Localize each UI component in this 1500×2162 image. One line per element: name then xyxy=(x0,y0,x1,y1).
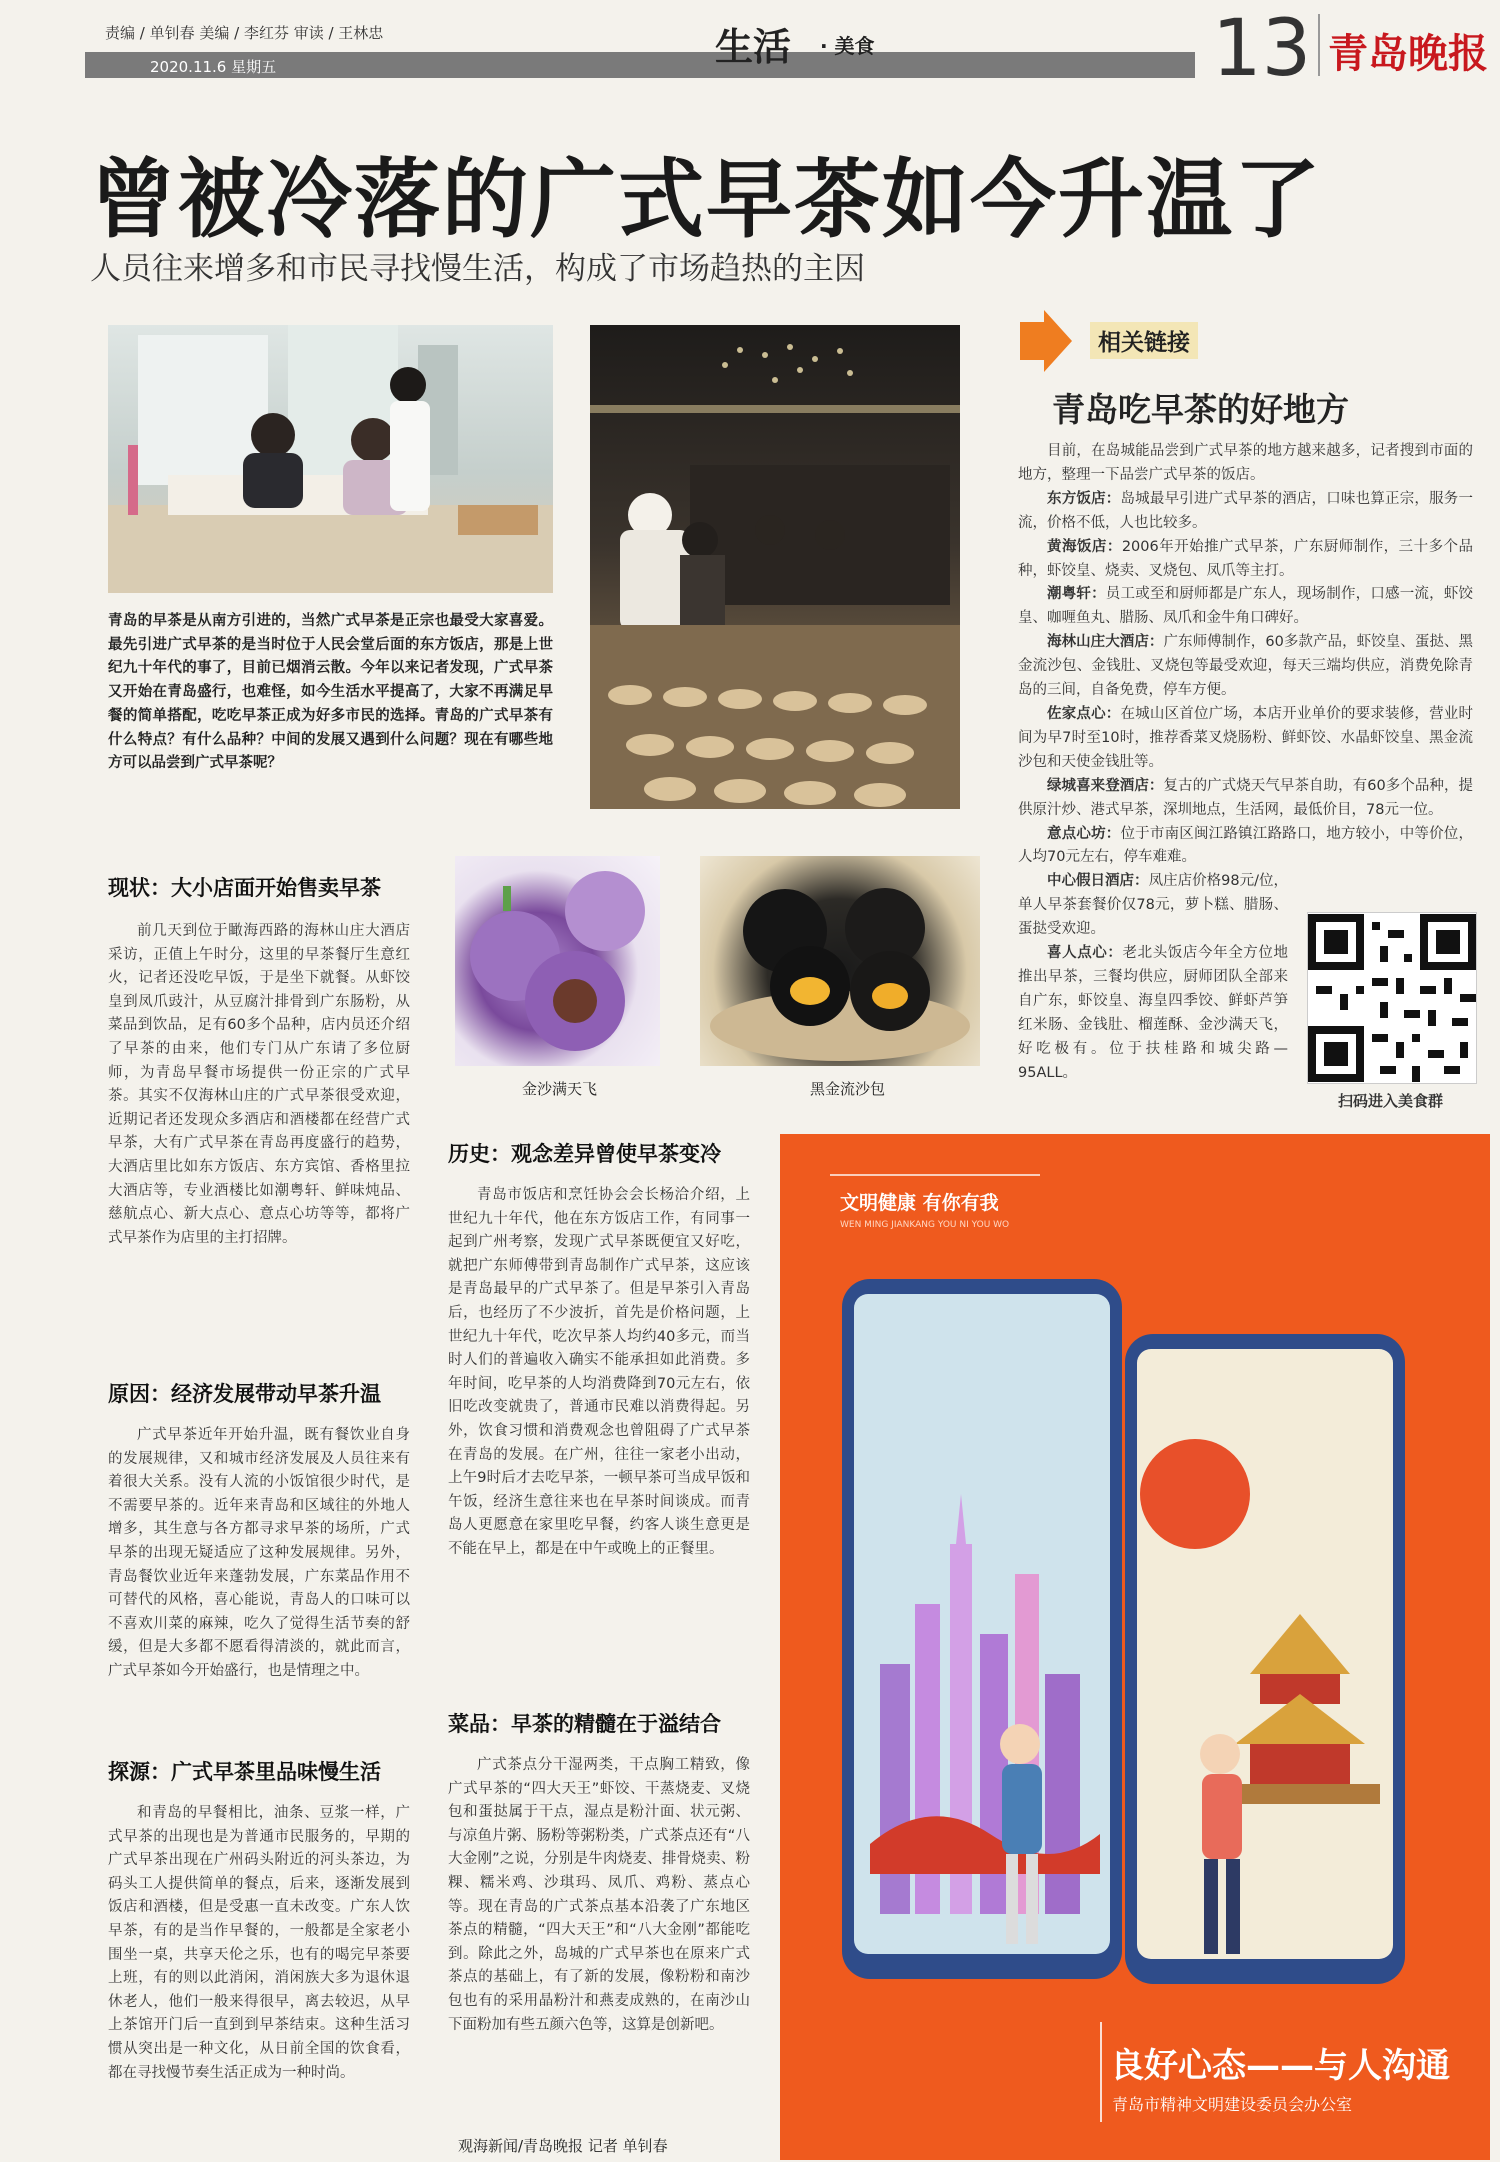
venue-name: 东方饭店： xyxy=(1047,490,1121,507)
section-title: 生活 xyxy=(715,25,792,69)
qr-caption: 扫码进入美食群 xyxy=(1338,1092,1444,1110)
photo-caption-1: 金沙满天飞 xyxy=(522,1080,598,1098)
section-heading-dishes: 菜品：早茶的精髓在于溢结合 xyxy=(448,1712,721,1736)
venue-name: 海林山庄大酒店： xyxy=(1047,634,1164,651)
qr-code[interactable] xyxy=(1307,912,1477,1084)
venue-item xyxy=(1018,703,1473,775)
headline: 曾被冷落的广式早茶如今升温了 xyxy=(90,150,1322,250)
public-service-ad xyxy=(780,1134,1490,2160)
subheadline: 人员往来增多和市民寻找慢生活，构成了市场趋热的主因 xyxy=(90,251,865,287)
section-heading-reason: 原因：经济发展带动早茶升温 xyxy=(108,1382,381,1406)
kitchen-photo xyxy=(590,325,960,809)
venue-desc: 老北头饭店今年全方位地推出早茶，三餐均供应，厨师团队全部来自广东，虾饺皇、海皇四季饺、鲜虾芦笋红米肠、金钱肚、榴莲酥、金沙满天飞，好吃极有。位于扶桂路和城尖路—95ALL。 xyxy=(1018,945,1288,1081)
related-intro: 目前，在岛城能品尝到广式早茶的地方越来越多，记者搜到市面的地方，整理一下品尝广式早茶的饭店。 xyxy=(1018,443,1473,483)
venue-item xyxy=(1018,631,1473,703)
section-body-origin: 和青岛的早餐相比，油条、豆浆一样，广式早茶的出现也是为普通市民服务的，早期的广式早茶出现在广州码头附近的河头茶边，为码头工人提供简单的餐点，后来，逐渐发展到饭店和酒楼，但是受惠一直未改变。广东人饮早茶，有的是当作早餐的，一般都是全家老小围坐一桌，共享天伦之乐，也有的喝完早茶要上班，有的则以此消闲，消闲族大多为退休退休老人，他们一般来得很早，离去较迟，从早上茶馆开门后一直到到早茶结束。这种生活习惯从突出是一种文化，从日前全国的饮食看，都在寻找慢节奏生活正成为一种时尚。 xyxy=(108,1805,410,2081)
venue-item xyxy=(1018,823,1473,871)
venue-desc: 2006年开始推广式早茶，广东厨师制作，三十多个品种，虾饺皇、烧卖、叉烧包、凤爪等主打。 xyxy=(1018,538,1473,579)
section-body-dishes: 广式茶点分干湿两类，干点胸工精致，像广式早茶的“四大天王”虾饺、干蒸烧麦、叉烧包和蛋挞属于干点，湿点是粉汁面、状元粥、与凉鱼片粥、肠粉等粥粉类，广式茶点还有“八大金刚”之说，分别是牛肉烧麦、排骨烧卖、粉粿、糯米鸡、沙琪玛、凤爪、鸡粉、蒸点心等。现在青岛的广式茶点基本沿袭了广东地区茶点的精髓，“四大天王”和“八大金刚”都能吃到。除此之外，岛城的广式早茶也在原来广式茶点的基础上，有了新的发展，像粉粉和南沙包也有的采用晶粉汁和燕麦成熟的，在南沙山下面粉加有些五颜六色等，这算是创新吧。 xyxy=(448,1757,750,2033)
lead-paragraph: 青岛的早茶是从南方引进的，当然广式早茶是正宗也最受大家喜爱。最先引进广式早茶的是当时位于人民会堂后面的东方饭店，那是上世纪九十年代的事了，目前已烟消云散。今年以来记者发现，广式早茶又开始在青岛盛行，也难怪，如今生活水平提高了，大家不再满足早餐的简单搭配，吃吃早茶正成为好多市民的选择。青岛的广式早茶有什么特点？有什么品种？中间的发展又遇到什么问题？现在有哪些地方可以品尝到广式早茶呢？ xyxy=(108,613,553,772)
venue-desc: 岛城最早引进广式早茶的酒店，口味也算正宗，服务一流，价格不低，人也比较多。 xyxy=(1018,490,1474,531)
photo-caption-2: 黑金流沙包 xyxy=(810,1080,886,1098)
venue-item xyxy=(1018,536,1473,584)
restaurant-photo xyxy=(108,325,553,593)
ad-organization: 青岛市精神文明建设委员会办公室 xyxy=(1112,2095,1353,2114)
issue-date: 2020.11.6 星期五 xyxy=(150,58,277,76)
venue-desc: 员工或至和厨师都是广东人，现场制作，口感一流，虾饺皇、咖喱鱼丸、腊肠、凤爪和金牛角口碑好。 xyxy=(1018,586,1474,627)
venue-name: 意点心坊： xyxy=(1047,825,1121,842)
venue-item xyxy=(1018,775,1473,823)
section-body-reason: 广式早茶近年开始升温，既有餐饮业自身的发展规律，又和城市经济发展及人员往来有着很大关系。没有人流的小饭馆很少时代，是不需要早茶的。近年来青岛和区域往的外地人增多，其生意与各方都寻求早茶的场所，广式早茶的出现无疑适应了这种发展规律。另外，青岛餐饮业近年来蓬勃发展，广东菜品作用不可替代的风格，喜心能说，青岛人的口味可以不喜欢川菜的麻辣，吃久了觉得生活节奏的舒缓，但是大多都不愿看得清淡的，就此而言，广式早茶如今开始盛行，也是情理之中。 xyxy=(108,1427,410,1679)
masthead-divider xyxy=(1318,14,1320,76)
venue-desc: 在城山区首位广场，本店开业单价的要求装修，营业时间为早7时至10时，推荐香菜叉烧肠粉、鲜虾饺、水晶虾饺皇、黑金流沙包和天使金钱肚等。 xyxy=(1018,705,1474,770)
section-heading-status: 现状：大小店面开始售卖早茶 xyxy=(108,876,381,900)
venue-desc: 位于市南区闽江路镇江路路口，地方较小，中等价位，人均70元左右，停车难难。 xyxy=(1018,825,1474,866)
ad-slogan: 良好心态——与人沟通 xyxy=(1110,2046,1450,2086)
section-body-history: 青岛市饭店和烹饪协会会长杨洽介绍，上世纪九十年代，他在东方饭店工作，有同事一起到广州考察，发现广式早茶既便宜又好吃，就把广东师傅带到青岛制作广式早茶，这应该是青岛最早的广式早茶了。但是早茶引入青岛后，也经历了不少波折，首先是价格问题，上世纪九十年代，吃次早茶人均约40多元，而当时人们的普遍收入确实不能承担如此消费。多年时间，吃早茶的人均消费降到70元左右，依旧吃改变就贵了，普通市民难以消费得起。另外，饮食习惯和消费观念也曾阻碍了广式早茶在青岛的发展。在广州，往往一家老小出动，上午9时后才去吃早茶，一顿早茶可当成早饭和午饭，经济生意往来也在早茶时间谈成。而青岛人更愿意在家里吃早餐，约客人谈生意更是不能在早上，都是在中午或晚上的正餐里。 xyxy=(448,1187,750,1557)
venue-name: 中心假日酒店： xyxy=(1047,873,1149,890)
page-number: 13 xyxy=(1212,4,1312,94)
venue-name: 佐家点心： xyxy=(1047,705,1121,722)
venue-name: 喜人点心： xyxy=(1047,945,1123,962)
dim-sum-photo-black xyxy=(700,856,980,1066)
newspaper-logo: 青岛晚报 xyxy=(1328,30,1488,77)
arrow-icon xyxy=(1020,310,1072,372)
ad-top-slogan: 文明健康 有你有我 xyxy=(840,1192,999,1214)
editor-credits: 责编 / 单钊春 美编 / 李红芬 审读 / 王林忠 xyxy=(105,24,384,42)
subsection-title: · 美食 xyxy=(820,34,875,58)
dim-sum-photo-purple xyxy=(455,856,660,1066)
section-heading-origin: 探源：广式早茶里品味慢生活 xyxy=(108,1760,381,1784)
venue-desc: 广东师傅制作，60多款产品，虾饺皇、蛋挞、黑金流沙包、金钱肚、叉烧包等最受欢迎，每天三端均供应，消费免除青岛的三间，自备免费，停车方便。 xyxy=(1018,634,1474,699)
venue-name: 黄海饭店： xyxy=(1047,538,1122,555)
venue-item xyxy=(1018,488,1473,536)
byline: 观海新闻/青岛晚报 记者 单钊春 xyxy=(458,2137,668,2155)
related-link-tag: 相关链接 xyxy=(1090,322,1198,359)
venue-item xyxy=(1018,870,1288,942)
venue-desc: 复古的广式烧天气早茶自助，有60多个品种，提供原汁炒、港式早茶，深圳地点，生活网，最低价目，78元一位。 xyxy=(1018,777,1474,818)
section-body-status: 前几天到位于瞰海西路的海林山庄大酒店采访，正值上午时分，这里的早茶餐厅生意红火，记者还没吃早饭，于是坐下就餐。从虾饺皇到凤爪豉汁，从豆腐汁排骨到广东肠粉，从菜品到饮品，足有60多个品种，店内员还介绍了早茶的由来，他们专门从广东请了多位厨师，为青岛早餐市场提供一份正宗的广式早茶。其实不仅海林山庄的广式早茶很受欢迎，近期记者还发现众多酒店和酒楼都在经营广式早茶，大有广式早茶在青岛再度盛行的趋势，大酒店里比如东方饭店、东方宾馆、香格里拉大酒店等，专业酒楼比如潮粤轩、鲜味炖品、慈航点心、新大点心、意点心坊等等，都将广式早茶作为店里的主打招牌。 xyxy=(108,923,410,1246)
related-title: 青岛吃早茶的好地方 xyxy=(1052,390,1349,429)
ad-pinyin: WEN MING JIANKANG YOU NI YOU WO xyxy=(840,1220,1010,1230)
venue-item xyxy=(1018,942,1288,1085)
venue-item xyxy=(1018,583,1473,631)
venue-desc: 凤庄店价格98元/位，单人早茶套餐价仅78元，萝卜糕、腊肠、蛋挞受欢迎。 xyxy=(1018,873,1289,938)
venue-name: 潮粤轩： xyxy=(1047,586,1106,603)
section-heading-history: 历史：观念差异曾使早茶变冷 xyxy=(448,1142,721,1166)
venue-name: 绿城喜来登酒店： xyxy=(1047,777,1164,794)
